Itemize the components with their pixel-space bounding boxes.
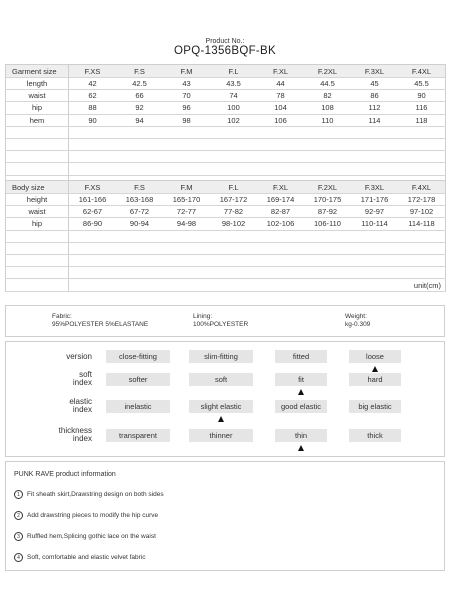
table-cell: 44 [276, 79, 285, 89]
table-cell: 70 [182, 91, 191, 101]
row-label: hip [6, 218, 69, 229]
row-label: hip [6, 102, 69, 113]
product-number-label: Product No.: [205, 38, 245, 45]
size-column-header: F.3XL [364, 66, 385, 76]
selected-marker-icon [218, 416, 224, 422]
table-cell: 161-166 [78, 195, 107, 205]
feature-option: slight elastic [189, 400, 253, 413]
circled-number-icon: 1 [14, 490, 23, 499]
feature-option: inelastic [106, 400, 170, 413]
size-column-header: F.4XL [398, 181, 446, 193]
table-cell: 114 [368, 115, 381, 125]
feature-option: hard [349, 373, 401, 386]
feature-option: loose [349, 350, 401, 363]
fabric-label: Fabric: [52, 313, 72, 320]
empty-label-cell [6, 255, 69, 266]
feature-option: big elastic [349, 400, 401, 413]
table-cell: 170-175 [313, 195, 342, 205]
weight-value: kg-0.309 [345, 321, 371, 328]
table-cell: 172-178 [398, 194, 446, 205]
size-column-header: F.S [134, 182, 145, 192]
size-column-header: F.L [228, 182, 239, 192]
empty-cell [69, 231, 446, 242]
table-row [6, 194, 446, 206]
feature-option: fit [275, 373, 327, 386]
row-label: length [6, 78, 69, 89]
unit-row [6, 279, 446, 292]
size-column-header: F.XS [84, 66, 101, 76]
size-column-header: F.M [180, 66, 193, 76]
table-cell: 169-174 [266, 195, 295, 205]
table-cell: 96 [182, 103, 191, 113]
info-title: PUNK RAVE product information [14, 471, 116, 478]
table-header-row [6, 65, 446, 78]
table-cell: 118 [398, 115, 446, 126]
info-item-text: Soft, comfortable and elastic velvet fabric [27, 554, 146, 561]
table-cell: 77-82 [223, 207, 244, 217]
size-column-header: F.XL [272, 66, 288, 76]
empty-row [6, 267, 446, 279]
info-list-item [14, 490, 164, 499]
table-cell: 116 [398, 102, 446, 113]
fabric-info-box [5, 305, 445, 337]
size-column-header: F.4XL [398, 65, 446, 77]
empty-row [6, 163, 446, 175]
table-cell: 66 [135, 91, 144, 101]
table-cell: 100 [227, 103, 240, 113]
feature-option: thick [349, 429, 401, 442]
table-cell: 97-102 [398, 206, 446, 217]
selected-marker-icon [372, 366, 378, 372]
fit-features-box [5, 341, 445, 457]
table-header-row [6, 181, 446, 194]
table-row [6, 78, 446, 90]
weight-info [345, 313, 370, 329]
table-cell: 74 [229, 91, 238, 101]
feature-label: version [66, 352, 92, 361]
circled-number-icon: 4 [14, 553, 23, 562]
table-row [6, 102, 446, 114]
table-cell: 98-102 [221, 219, 246, 229]
empty-cell [69, 127, 446, 138]
empty-row [6, 231, 446, 243]
feature-row-soft-index [6, 370, 444, 397]
table-cell: 114-118 [398, 218, 446, 229]
table-cell: 86-90 [82, 219, 103, 229]
table-cell: 92-97 [364, 207, 385, 217]
table-cell: 163-168 [125, 195, 154, 205]
row-label: height [6, 194, 69, 205]
row-label: hem [6, 115, 69, 126]
table-cell: 90 [398, 90, 446, 101]
empty-row [6, 255, 446, 267]
table-cell: 44.5 [320, 79, 335, 89]
feature-label-part: index [72, 378, 92, 387]
feature-option: good elastic [275, 400, 327, 413]
table-cell: 112 [368, 103, 381, 113]
row-label: waist [6, 90, 69, 101]
feature-label-part: thickness [58, 426, 92, 435]
size-column-header: F.S [134, 66, 145, 76]
table-cell: 86 [370, 91, 379, 101]
info-item-text: Ruffled hem,Splicing gothic lace on the waist [27, 533, 156, 540]
empty-row [6, 139, 446, 151]
table-cell: 45.5 [398, 78, 446, 89]
feature-option: thin [275, 429, 327, 442]
table-cell: 45 [370, 79, 379, 89]
size-column-header: F.XS [84, 182, 101, 192]
size-column-header: F.M [180, 182, 193, 192]
table-row [6, 90, 446, 102]
empty-label-cell [6, 231, 69, 242]
table-cell: 92 [135, 103, 144, 113]
empty-label-cell [6, 127, 69, 138]
empty-cell [69, 151, 446, 162]
table-cell: 106-110 [314, 219, 341, 229]
empty-label-cell [6, 151, 69, 162]
empty-cell [69, 139, 446, 150]
table-cell: 42.5 [132, 79, 147, 89]
fabric-info [52, 313, 148, 329]
lining-value: 100%POLYESTER [193, 321, 249, 328]
table-cell: 78 [276, 91, 285, 101]
table-row [6, 218, 446, 230]
body-size-table [5, 180, 446, 292]
table-cell: 165-170 [172, 195, 201, 205]
table-cell: 43 [182, 79, 191, 89]
table-cell: 108 [321, 103, 334, 113]
table-header-label: Garment size [6, 65, 69, 77]
feature-option: soft [189, 373, 253, 386]
table-cell: 167-172 [219, 195, 248, 205]
empty-row [6, 127, 446, 139]
feature-label-part: index [72, 434, 92, 443]
garment-size-table [5, 64, 446, 188]
lining-info [193, 313, 248, 329]
selected-marker-icon [298, 389, 304, 395]
table-cell: 106 [274, 115, 287, 125]
feature-option: close-fitting [106, 350, 170, 363]
feature-label-part: soft [79, 370, 92, 379]
table-row [6, 115, 446, 127]
selected-marker-icon [298, 445, 304, 451]
size-column-header: F.2XL [317, 182, 338, 192]
info-item-text: Add drawstring pieces to modify the hip curve [27, 512, 159, 519]
feature-label [26, 371, 92, 387]
table-cell: 88 [88, 103, 97, 113]
table-header-label: Body size [6, 181, 69, 193]
empty-label-cell [6, 243, 69, 254]
table-cell: 90 [88, 115, 97, 125]
table-cell: 94-98 [176, 219, 197, 229]
empty-label-cell [6, 267, 69, 278]
circled-number-icon: 3 [14, 532, 23, 541]
circled-number-icon: 2 [14, 511, 23, 520]
empty-label-cell [6, 139, 69, 150]
empty-cell [69, 243, 446, 254]
table-cell: 90-94 [129, 219, 150, 229]
empty-label-cell [6, 163, 69, 174]
feature-option: thinner [189, 429, 253, 442]
feature-row-elastic-index [6, 397, 444, 424]
table-cell: 72-77 [176, 207, 197, 217]
empty-cell [69, 163, 446, 174]
feature-option: slim-fitting [189, 350, 253, 363]
weight-label: Weight: [345, 313, 367, 320]
table-cell: 94 [135, 115, 144, 125]
lining-label: Lining: [193, 313, 213, 320]
table-cell: 102 [227, 115, 240, 125]
product-information-box [5, 461, 445, 571]
empty-cell [69, 267, 446, 278]
size-column-header: F.3XL [364, 182, 385, 192]
feature-row-thickness-index [6, 426, 444, 453]
table-cell: 62-67 [82, 207, 103, 217]
feature-label [26, 398, 92, 414]
feature-option: softer [106, 373, 170, 386]
empty-label-cell [6, 279, 69, 291]
table-cell: 82-87 [270, 207, 291, 217]
feature-option: transparent [106, 429, 170, 442]
table-row [6, 206, 446, 218]
empty-cell [69, 255, 446, 266]
table-cell: 171-176 [360, 195, 389, 205]
table-cell: 62 [88, 91, 97, 101]
feature-label-part: elastic [69, 397, 92, 406]
table-cell: 42 [88, 79, 97, 89]
table-cell: 87-92 [317, 207, 338, 217]
empty-row [6, 243, 446, 255]
size-column-header: F.2XL [317, 66, 338, 76]
info-list-item [14, 532, 156, 541]
table-cell: 110 [321, 115, 334, 125]
table-cell: 110-114 [361, 219, 388, 229]
row-label: waist [6, 206, 69, 217]
table-cell: 104 [274, 103, 287, 113]
product-number: OPQ-1356BQF-BK [174, 45, 276, 57]
table-cell: 67-72 [129, 207, 150, 217]
fabric-value: 95%POLYESTER 5%ELASTANE [52, 321, 149, 328]
feature-option: fitted [275, 350, 327, 363]
info-item-text: Fit sheath skirt,Drawstring design on both sides [27, 491, 164, 498]
table-cell: 82 [323, 91, 332, 101]
table-cell: 43.5 [226, 79, 241, 89]
empty-row [6, 151, 446, 163]
info-list-item [14, 511, 158, 520]
unit-label: unit(cm) [69, 279, 446, 291]
table-cell: 102-106 [266, 219, 295, 229]
info-list-item [14, 553, 146, 562]
size-column-header: F.XL [272, 182, 288, 192]
size-column-header: F.L [228, 66, 239, 76]
table-cell: 98 [182, 115, 191, 125]
feature-label-part: index [72, 405, 92, 414]
feature-label [26, 427, 92, 443]
